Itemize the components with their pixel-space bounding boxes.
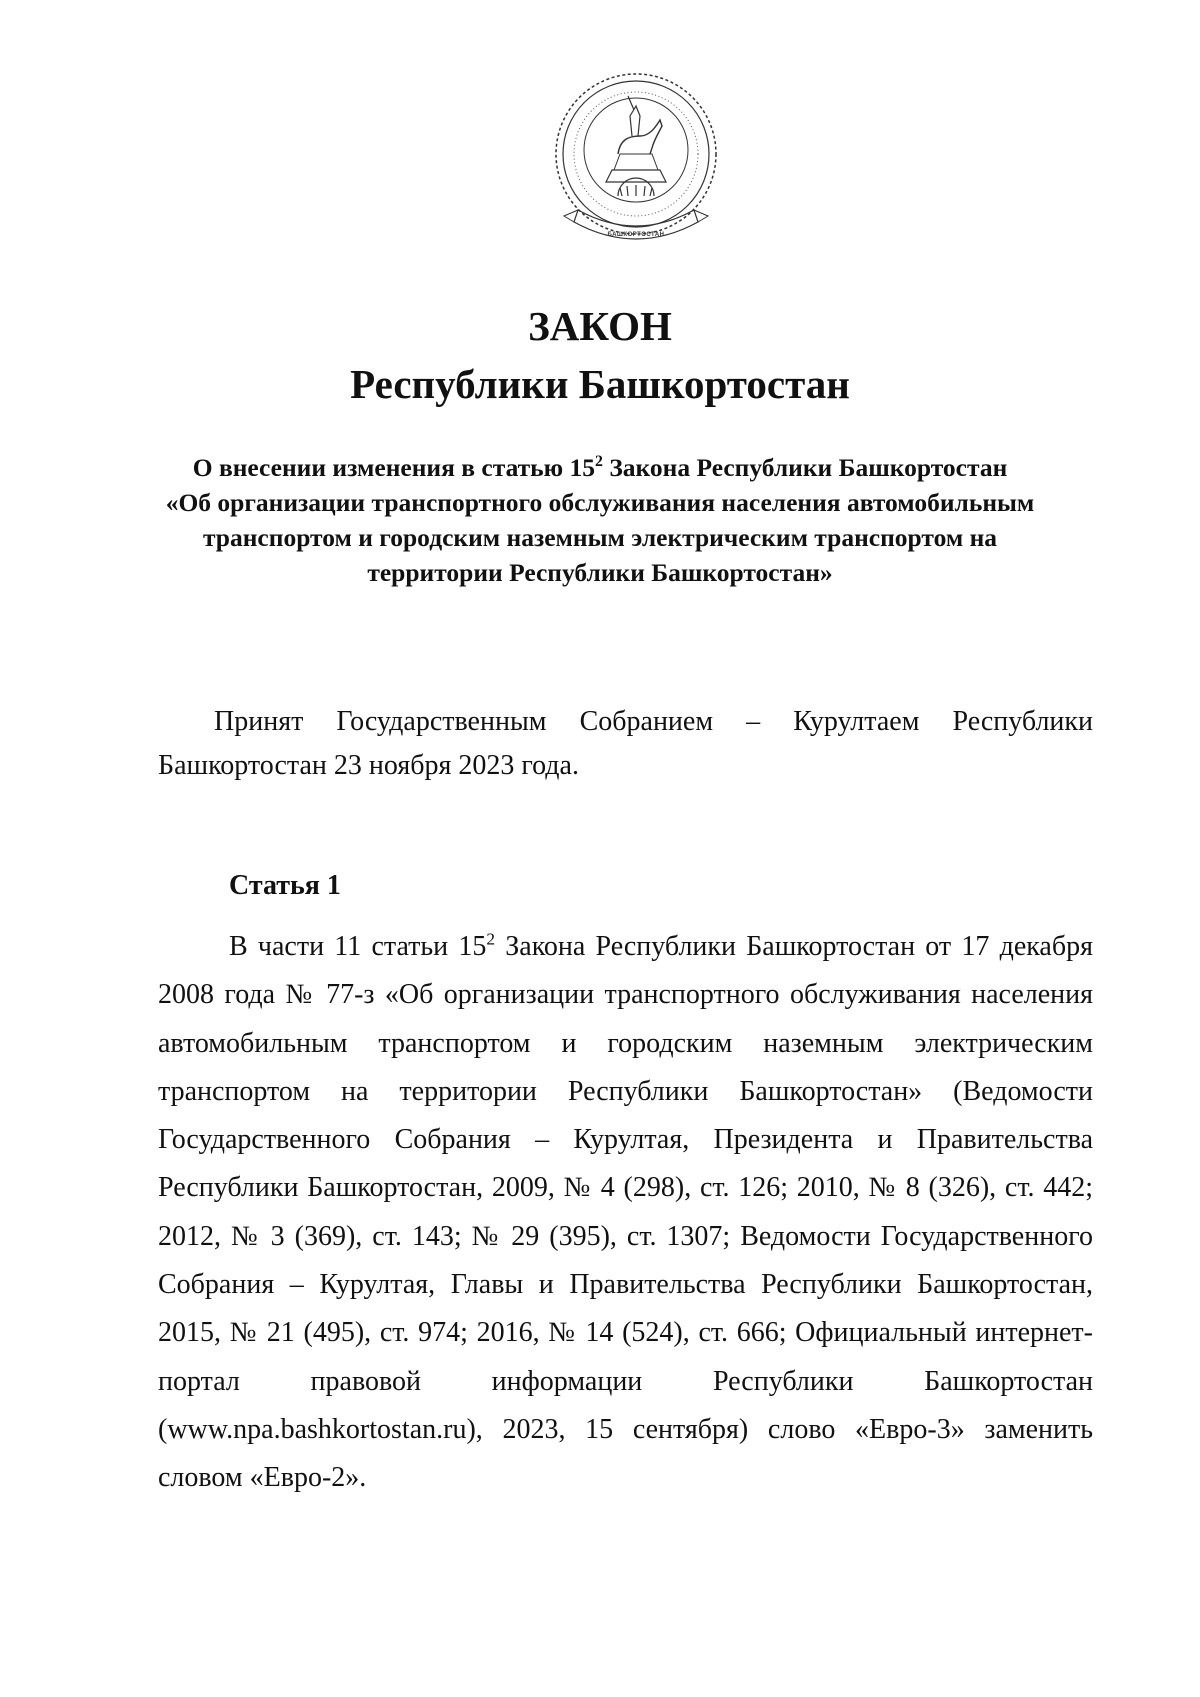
subject-line1-suffix: Закона Республики Башкортостан bbox=[602, 453, 1008, 482]
emblem-ribbon-text: БАШКОРТОСТАН bbox=[607, 232, 665, 238]
republic-title: Республики Башкортостан bbox=[350, 361, 850, 407]
law-title: ЗАКОН bbox=[528, 303, 672, 349]
law-subject bbox=[150, 450, 1050, 590]
article-body-superscript: 2 bbox=[486, 929, 496, 949]
subject-superscript: 2 bbox=[595, 453, 603, 471]
subject-rest: «Об организации транспортного обслуживания населения автомобильным транспортом и городским наземным электрическим транспортом на территории Республики Башкортостан» bbox=[165, 488, 1035, 587]
adoption-statement: Принят Государственным Собранием – Курултаем Республики Башкортостан 23 ноября 2023 года. bbox=[158, 706, 1093, 781]
bashkortostan-coat-of-arms-icon bbox=[548, 70, 724, 256]
article-body-prefix: В части 11 статьи 15 bbox=[229, 931, 487, 962]
article-body-text: Закона Республики Башкортостан от 17 декабря 2008 года № 77-з «Об организации транспортного обслуживания населения автомобильным транспортом и городским наземным электрическим транспортом на территории Республики Башкортостан» (Ведомости Государственного Собрания – Курултая, Президента и Правительства Республики Башкортостан, 2009, № 4 (298), ст. 126; 2010, № 8 (326), ст. 442; 2012, № 3 (369), ст. 143; № 29 (395), ст. 1307; Ведомости Государственного Собрания – Курултая, Главы и Правительства Республики Башкортостан, 2015, № 21 (495), ст. 974; 2016, № 14 (524), ст. 666; Официальный интернет-портал правовой информации Республики Башкортостан (www.npa.bashkortostan.ru), 2023, 15 сентября) слово «Евро-3» заменить словом «Евро-2». bbox=[158, 931, 1093, 1494]
article-body bbox=[158, 923, 1093, 1503]
subject-line1-prefix: О внесении изменения в статью 15 bbox=[192, 453, 596, 482]
article-title: Статья 1 bbox=[229, 870, 341, 901]
